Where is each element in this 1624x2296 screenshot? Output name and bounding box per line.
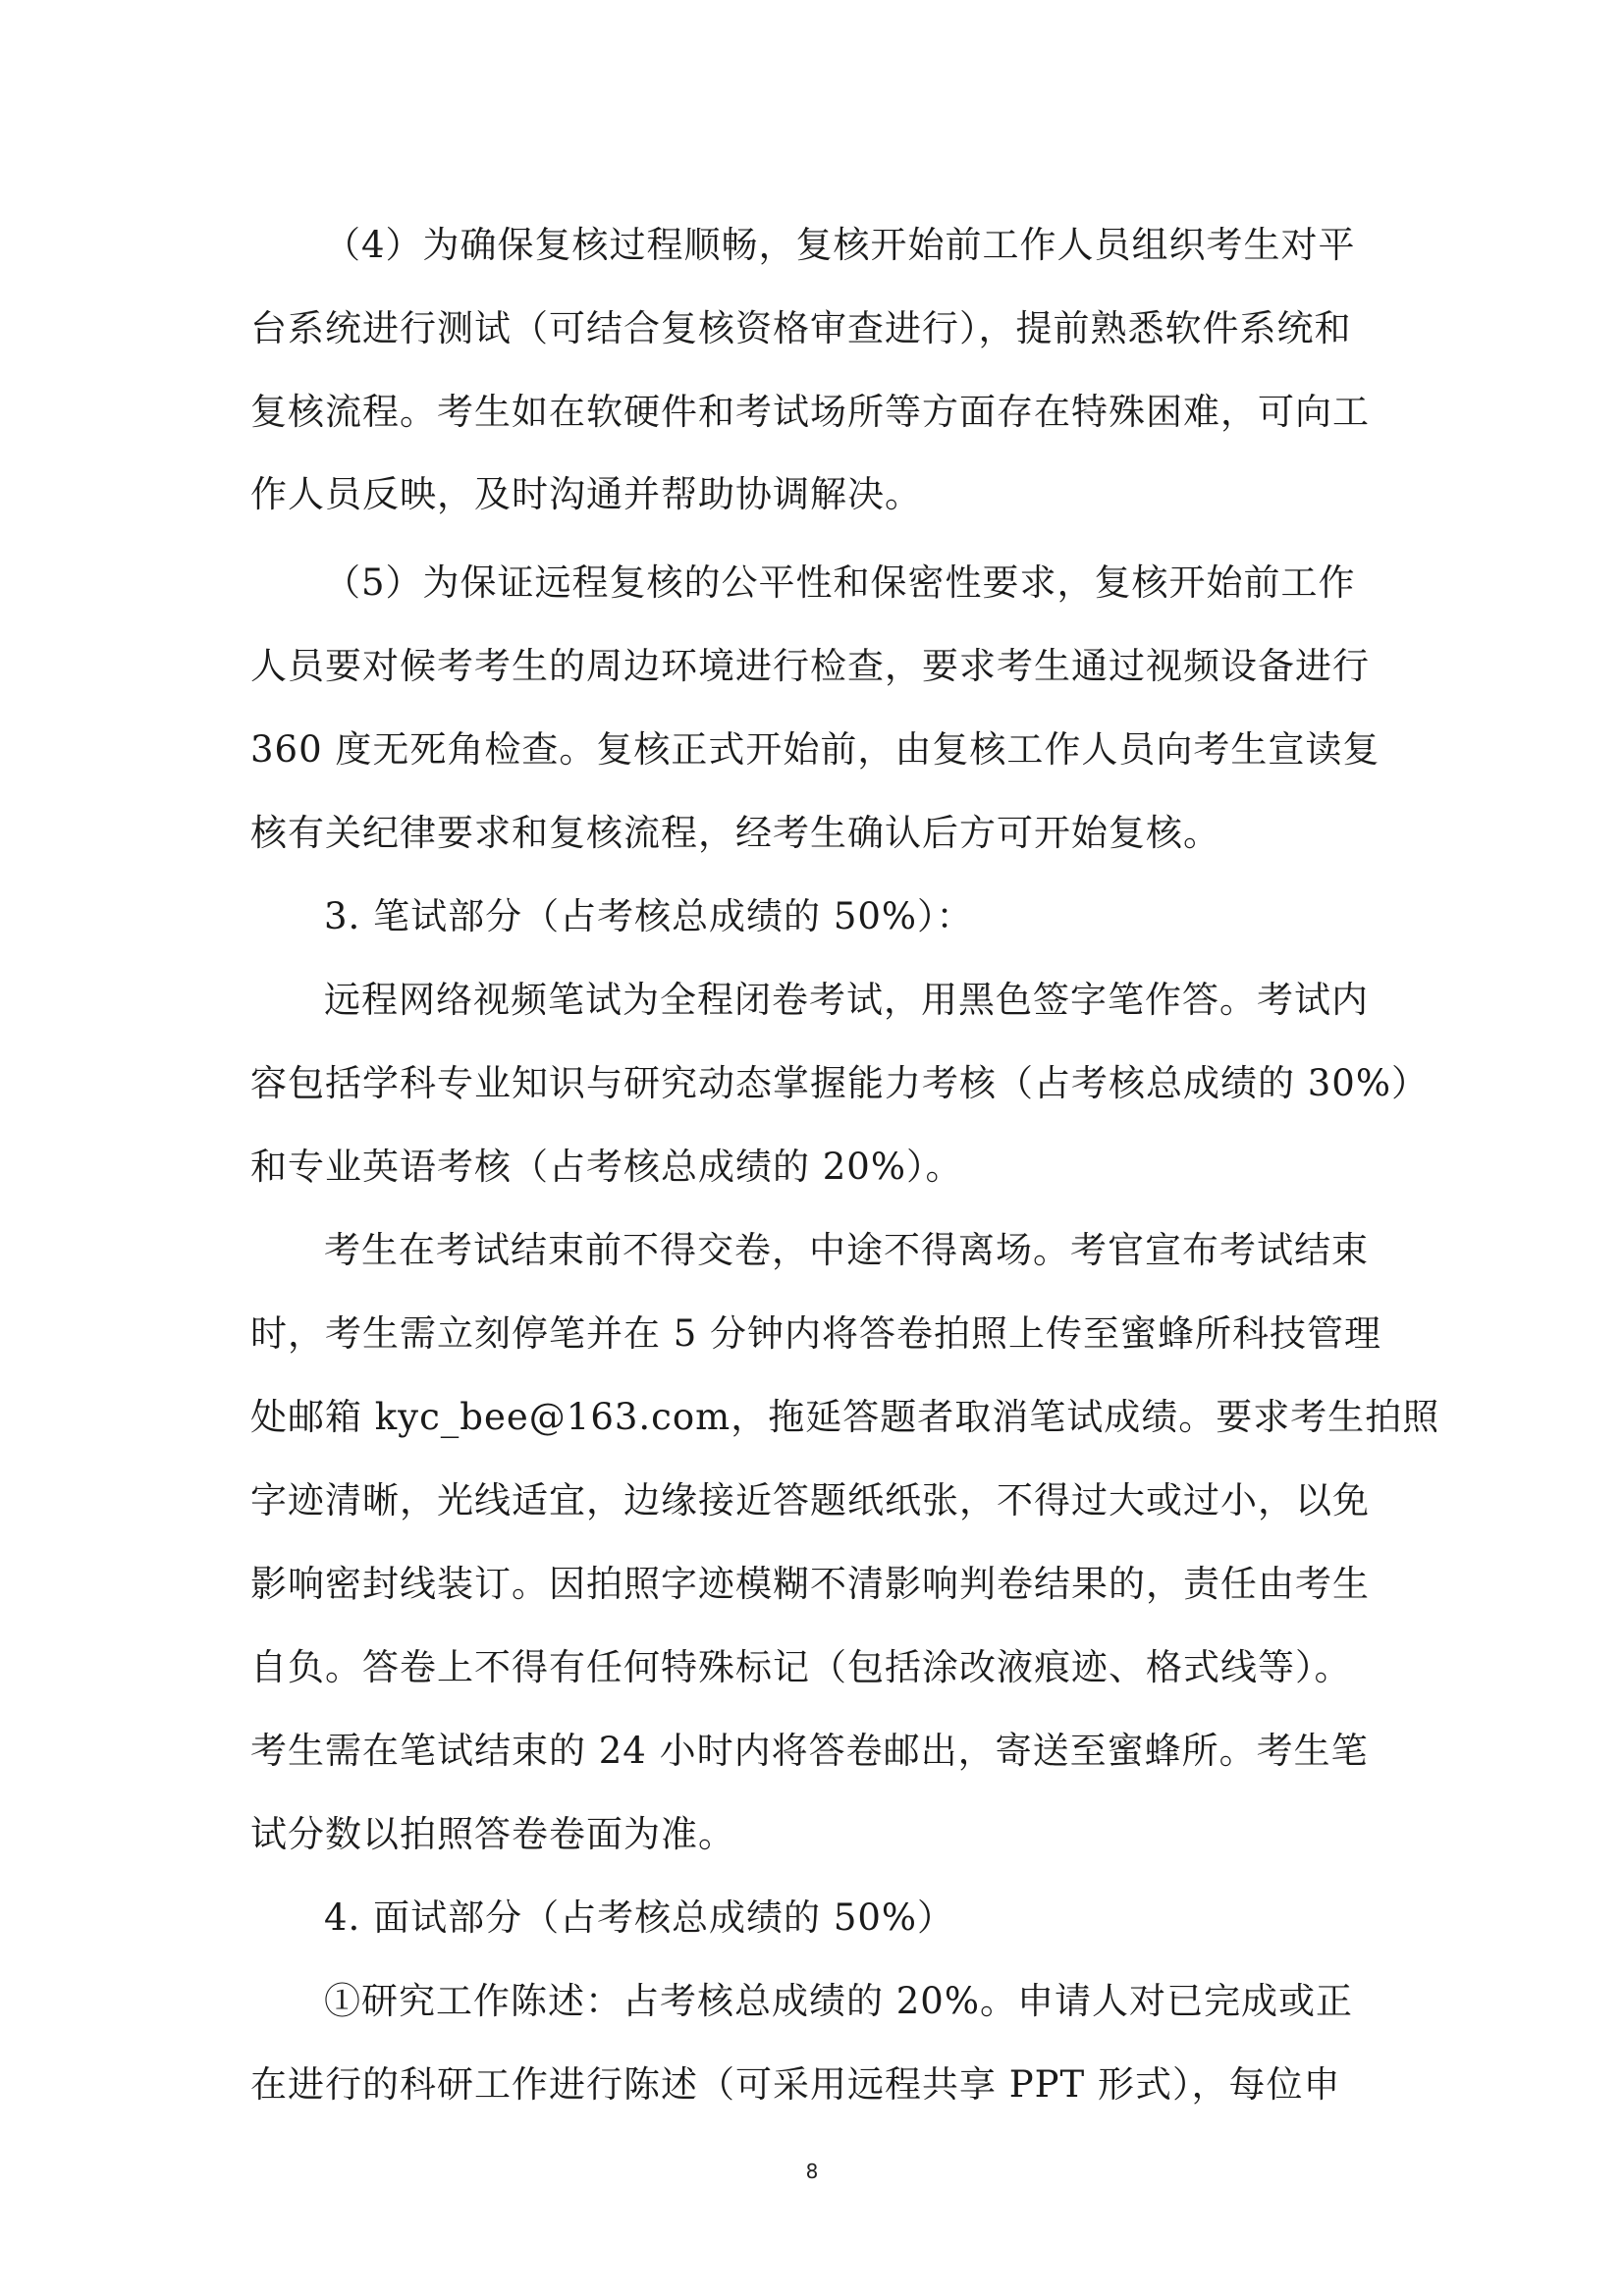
exam-rules-line-2: 时，考生需立刻停笔并在 5 分钟内将答卷拍照上传至蜜蜂所科技管理 [250,1312,1382,1355]
paragraph-5-line-1: （5）为保证远程复核的公平性和保密性要求，复核开始前工作 [324,561,1356,604]
paragraph-4-line-1: （4）为确保复核过程顺畅，复核开始前工作人员组织考生对平 [324,224,1356,266]
exam-rules-line-8: 试分数以拍照答卷卷面为准。 [250,1813,735,1855]
paragraph-4-line-2: 台系统进行测试（可结合复核资格审查进行），提前熟悉软件系统和 [250,307,1352,349]
exam-rules-line-7: 考生需在笔试结束的 24 小时内将答卷邮出，寄送至蜜蜂所。考生笔 [250,1730,1369,1772]
interview-item-1-line-1: ①研究工作陈述：占考核总成绩的 20%。申请人对已完成或正 [324,1980,1353,2022]
page-number: 8 [805,2160,819,2183]
paragraph-5-line-4: 核有关纪律要求和复核流程，经考生确认后方可开始复核。 [250,812,1220,854]
paragraph-4-line-3: 复核流程。考生如在软硬件和考试场所等方面存在特殊困难，可向工 [250,391,1370,433]
exam-rules-line-3: 处邮箱 kyc_bee@163.com，拖延答题者取消笔试成绩。要求考生拍照 [250,1396,1440,1438]
section-heading-interview: 4. 面试部分（占考核总成绩的 50%） [324,1896,955,1939]
exam-rules-line-6: 自负。答卷上不得有任何特殊标记（包括涂改液痕迹、格式线等）。 [250,1646,1352,1688]
section-heading-written-exam: 3. 笔试部分（占考核总成绩的 50%）： [324,895,974,937]
paragraph-5-line-2: 人员要对候考考生的周边环境进行检查，要求考生通过视频设备进行 [250,645,1370,687]
interview-item-1-line-2: 在进行的科研工作进行陈述（可采用远程共享 PPT 形式），每位申 [250,2063,1341,2106]
written-exam-line-1: 远程网络视频笔试为全程闭卷考试，用黑色签字笔作答。考试内 [324,979,1369,1021]
written-exam-line-2: 容包括学科专业知识与研究动态掌握能力考核（占考核总成绩的 30%） [250,1062,1429,1104]
exam-rules-line-5: 影响密封线装订。因拍照字迹模糊不清影响判卷结果的，责任由考生 [250,1563,1370,1605]
exam-rules-line-4: 字迹清晰，光线适宜，边缘接近答题纸纸张，不得过大或过小，以免 [250,1479,1370,1522]
written-exam-line-3: 和专业英语考核（占考核总成绩的 20%）。 [250,1146,963,1188]
paragraph-5-line-3: 360 度无死角检查。复核正式开始前，由复核工作人员向考生宣读复 [250,728,1380,771]
exam-rules-line-1: 考生在考试结束前不得交卷，中途不得离场。考官宣布考试结束 [324,1229,1369,1271]
paragraph-4-line-4: 作人员反映，及时沟通并帮助协调解决。 [250,473,922,515]
